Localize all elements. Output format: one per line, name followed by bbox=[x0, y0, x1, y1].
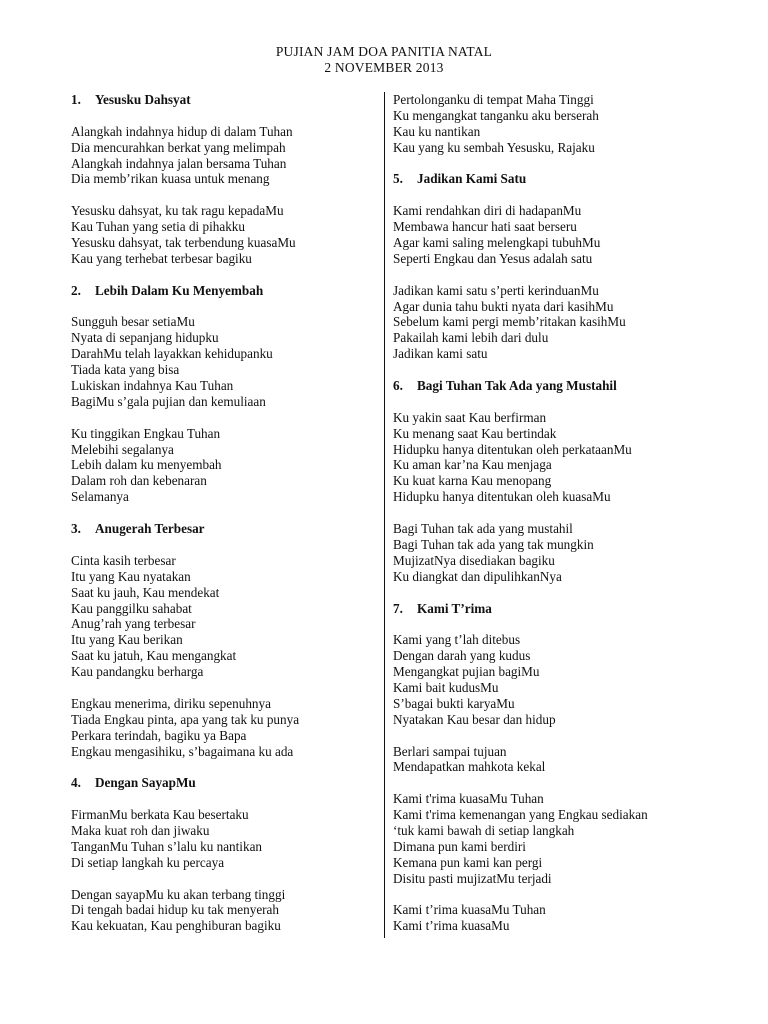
lyric-line: Bagi Tuhan tak ada yang tak mungkin bbox=[393, 536, 594, 552]
lyric-line: Selamanya bbox=[71, 489, 129, 505]
blank-line bbox=[393, 362, 693, 378]
lyric-line: Kau yang ku sembah Yesusku, Rajaku bbox=[393, 139, 595, 155]
lyric-line: Engkau mengasihiku, s’bagaimana ku ada bbox=[71, 743, 294, 759]
document-title: PUJIAN JAM DOA PANITIA NATAL bbox=[275, 44, 493, 59]
lyric-line: Berlari sampai tujuan bbox=[393, 743, 507, 759]
lyric-line: DarahMu telah layakkan kehidupanku bbox=[71, 346, 273, 362]
lyric-line: Kami t’rima kuasaMu bbox=[393, 918, 510, 934]
lyric-line: Lebih dalam ku menyembah bbox=[71, 457, 222, 473]
lyric-line: Dengan darah yang kudus bbox=[393, 648, 531, 664]
lyric-line: Nyatakan Kau besar dan hidup bbox=[393, 711, 556, 727]
lyric-line: Di tengah badai hidup ku tak menyerah bbox=[71, 902, 280, 918]
lyric-line: Melebihi segalanya bbox=[71, 441, 174, 457]
lyric-line: Ku tinggikan Engkau Tuhan bbox=[71, 425, 221, 441]
lyric-line: Cinta kasih terbesar bbox=[71, 552, 176, 568]
lyric-line: Maka kuat roh dan jiwaku bbox=[71, 822, 210, 838]
lyric-line: Itu yang Kau berikan bbox=[71, 632, 183, 648]
blank-line bbox=[71, 267, 371, 283]
blank-line bbox=[71, 759, 371, 775]
lyric-line: Dia memb’rikan kuasa untuk menang bbox=[71, 171, 270, 187]
song-number: 7. bbox=[393, 600, 403, 616]
lyric-line: Bagi Tuhan tak ada yang mustahil bbox=[393, 521, 573, 537]
lyric-line: Kau yang terhebat terbesar bagiku bbox=[71, 250, 252, 266]
lyric-line: Kau pandangku berharga bbox=[71, 664, 204, 680]
lyric-line: Pertolonganku di tempat Maha Tinggi bbox=[393, 92, 594, 107]
lyric-line: BagiMu s’gala pujian dan kemuliaan bbox=[71, 393, 266, 409]
song-number: 2. bbox=[71, 282, 81, 298]
blank-line bbox=[71, 410, 371, 426]
lyric-line: Saat ku jatuh, Kau mengangkat bbox=[71, 648, 237, 664]
lyric-line: Disitu pasti mujizatMu terjadi bbox=[393, 870, 552, 886]
lyric-line: Kami bait kudusMu bbox=[393, 679, 499, 695]
lyric-line: Membawa hancur hati saat berseru bbox=[393, 219, 577, 235]
lyric-line: Alangkah indahnya jalan bersama Tuhan bbox=[71, 155, 287, 171]
lyric-line: Mendapatkan mahkota kekal bbox=[393, 759, 546, 775]
song-title: Yesusku Dahsyat bbox=[95, 92, 191, 107]
lyric-line: Hidupku hanya ditentukan oleh kuasaMu bbox=[393, 489, 611, 505]
blank-line bbox=[71, 505, 371, 521]
blank-line bbox=[393, 585, 693, 601]
blank-line bbox=[393, 267, 693, 283]
song-number: 5. bbox=[393, 171, 403, 187]
lyric-line: Engkau menerima, diriku sepenuhnya bbox=[71, 695, 271, 711]
lyric-line: Ku yakin saat Kau berfirman bbox=[393, 409, 547, 425]
lyric-line: Di setiap langkah ku percaya bbox=[71, 854, 225, 870]
lyric-line: Pakailah kami lebih dari dulu bbox=[393, 330, 549, 346]
lyric-line: Kau panggilku sahabat bbox=[71, 600, 192, 616]
column-divider bbox=[384, 92, 385, 938]
lyric-line: Mengangkat pujian bagiMu bbox=[393, 664, 540, 680]
lyric-line: Yesusku dahsyat, ku tak ragu kepadaMu bbox=[71, 203, 284, 219]
blank-line bbox=[393, 505, 693, 521]
blank-line bbox=[71, 108, 371, 124]
song-number: 4. bbox=[71, 775, 81, 791]
lyric-line: Kau kekuatan, Kau penghiburan bagiku bbox=[71, 918, 281, 934]
lyric-line: Kami yang t’lah ditebus bbox=[393, 632, 521, 648]
blank-line bbox=[393, 156, 693, 172]
lyric-line: Sebelum kami pergi memb’ritakan kasihMu bbox=[393, 314, 626, 330]
song-heading bbox=[71, 92, 371, 108]
lyric-line: Ku aman kar’na Kau menjaga bbox=[393, 457, 552, 473]
lyric-line: Kemana pun kami kan pergi bbox=[393, 854, 543, 870]
lyric-line: Kami t'rima kemenangan yang Engkau sediakan bbox=[393, 807, 648, 823]
lyric-line: Tiada Engkau pinta, apa yang tak ku punya bbox=[71, 711, 300, 727]
lyric-line: Jadikan kami satu bbox=[393, 346, 488, 362]
lyric-line: ‘tuk kami bawah di setiap langkah bbox=[393, 822, 575, 838]
lyric-line: Dengan sayapMu ku akan terbang tinggi bbox=[71, 886, 286, 902]
song-heading bbox=[71, 521, 371, 537]
document-header bbox=[0, 44, 768, 76]
lyric-line: Agar kami saling melengkapi tubuhMu bbox=[393, 235, 601, 251]
song-heading bbox=[393, 171, 693, 187]
lyric-line: MujizatNya disediakan bagiku bbox=[393, 552, 555, 568]
lyric-line: Itu yang Kau nyatakan bbox=[71, 568, 191, 584]
blank-line bbox=[393, 775, 693, 791]
lyric-line: Dalam roh dan kebenaran bbox=[71, 473, 207, 489]
song-title: Anugerah Terbesar bbox=[95, 521, 205, 537]
song-title: Dengan SayapMu bbox=[95, 775, 196, 791]
song-title: Lebih Dalam Ku Menyembah bbox=[95, 282, 264, 298]
lyric-line: Seperti Engkau dan Yesus adalah satu bbox=[393, 250, 593, 266]
song-title: Jadikan Kami Satu bbox=[417, 171, 527, 187]
right-column bbox=[393, 92, 693, 934]
song-heading bbox=[71, 775, 371, 791]
lyric-line: Anug’rah yang terbesar bbox=[71, 616, 196, 632]
lyric-line: Kau Tuhan yang setia di pihakku bbox=[71, 219, 245, 235]
blank-line bbox=[393, 616, 693, 632]
lyric-line: FirmanMu berkata Kau besertaku bbox=[71, 807, 249, 823]
song-heading bbox=[71, 283, 371, 299]
lyric-line: Lukiskan indahnya Kau Tuhan bbox=[71, 378, 234, 394]
blank-line bbox=[71, 680, 371, 696]
lyric-line: Perkara terindah, bagiku ya Bapa bbox=[71, 727, 247, 743]
blank-line bbox=[393, 887, 693, 903]
lyric-line: Ku diangkat dan dipulihkanNya bbox=[393, 568, 562, 584]
blank-line bbox=[71, 299, 371, 315]
lyric-line: Kami rendahkan diri di hadapanMu bbox=[393, 203, 582, 219]
lyric-line: Yesusku dahsyat, tak terbendung kuasaMu bbox=[71, 235, 296, 251]
lyric-line: S’bagai bukti karyaMu bbox=[393, 695, 515, 711]
lyric-line: Kami t'rima kuasaMu Tuhan bbox=[393, 791, 544, 807]
document-date: 2 NOVEMBER 2013 bbox=[324, 60, 444, 75]
lyric-line: Ku kuat karna Kau menopang bbox=[393, 473, 552, 489]
song-title: Kami T’rima bbox=[417, 600, 492, 616]
lyric-line: Saat ku jauh, Kau mendekat bbox=[71, 584, 220, 600]
lyric-line: Ku mengangkat tanganku aku berserah bbox=[393, 107, 599, 123]
lyric-line: Nyata di sepanjang hidupku bbox=[71, 330, 219, 346]
song-number: 3. bbox=[71, 521, 81, 537]
blank-line bbox=[393, 394, 693, 410]
lyric-line: Dimana pun kami berdiri bbox=[393, 838, 526, 854]
lyric-line: Hidupku hanya ditentukan oleh perkataanMu bbox=[393, 441, 632, 457]
song-title: Bagi Tuhan Tak Ada yang Mustahil bbox=[417, 378, 617, 394]
blank-line bbox=[71, 871, 371, 887]
lyric-line: Agar dunia tahu bukti nyata dari kasihMu bbox=[393, 298, 614, 314]
song-heading bbox=[393, 601, 693, 617]
blank-line bbox=[71, 537, 371, 553]
lyric-line: Kau ku nantikan bbox=[393, 123, 481, 139]
blank-line bbox=[71, 791, 371, 807]
lyric-line: TanganMu Tuhan s’lalu ku nantikan bbox=[71, 838, 263, 854]
blank-line bbox=[393, 728, 693, 744]
lyric-line: Ku menang saat Kau bertindak bbox=[393, 425, 557, 441]
blank-line bbox=[71, 187, 371, 203]
lyric-line: Dia mencurahkan berkat yang melimpah bbox=[71, 139, 286, 155]
lyric-line: Kami t’rima kuasaMu Tuhan bbox=[393, 902, 546, 918]
blank-line bbox=[393, 187, 693, 203]
left-column bbox=[71, 92, 371, 934]
song-number: 6. bbox=[393, 378, 403, 394]
lyric-line: Alangkah indahnya hidup di dalam Tuhan bbox=[71, 123, 293, 139]
song-heading bbox=[393, 378, 693, 394]
song-number: 1. bbox=[71, 92, 81, 107]
lyric-line: Tiada kata yang bisa bbox=[71, 362, 180, 378]
lyric-line: Sungguh besar setiaMu bbox=[71, 314, 195, 330]
lyric-line: Jadikan kami satu s’perti kerinduanMu bbox=[393, 282, 599, 298]
